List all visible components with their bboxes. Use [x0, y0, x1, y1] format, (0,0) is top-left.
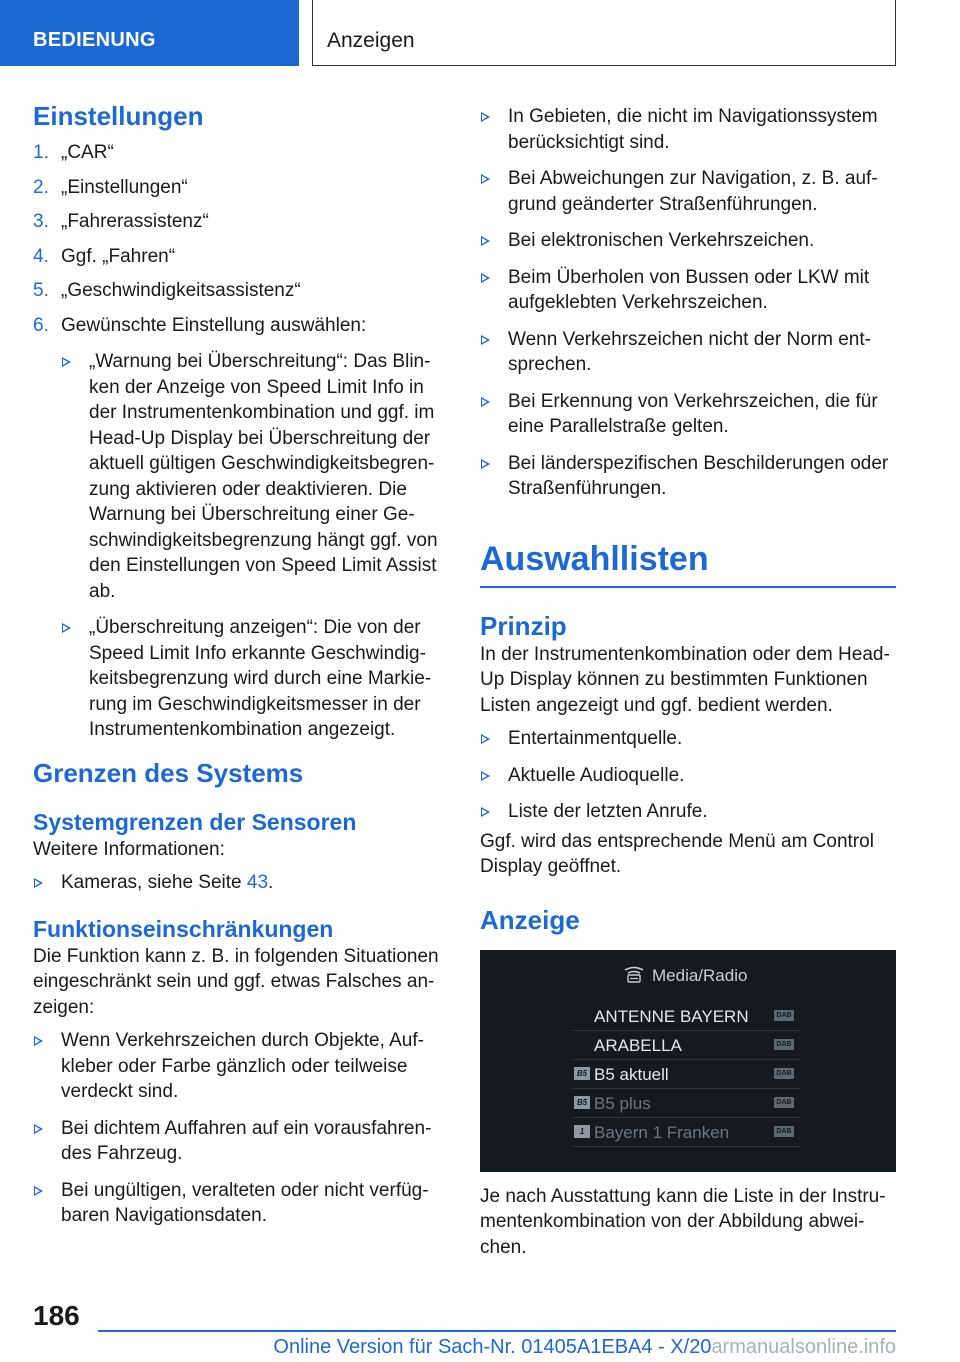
- triangle-bullet-icon: [481, 734, 490, 744]
- station-logo-icon: B5: [574, 1067, 590, 1080]
- list-item: In Gebieten, die nicht im Navigationssystem berücksichtigt sind.: [480, 104, 896, 155]
- station-logo-icon: 1: [574, 1125, 590, 1138]
- station-row: 1 Bayern 1 Franken DAB: [572, 1118, 800, 1147]
- section-tab: BEDIENUNG: [0, 0, 299, 66]
- heading-auswahllisten: Auswahllisten: [480, 539, 709, 578]
- heading-einstellungen: Einstellungen: [33, 101, 204, 131]
- list-item: 1. „CAR“: [33, 142, 114, 163]
- triangle-bullet-icon: [481, 771, 490, 781]
- list-item: 5. „Geschwindigkeitsassistenz“: [33, 280, 301, 301]
- list-item: Bei Abweichungen zur Navigation, z. B. aufgrund geänderter Straßenführungen.: [480, 166, 896, 217]
- heading-rule: [480, 586, 896, 588]
- triangle-bullet-icon: [34, 878, 43, 888]
- list-item: Bei dichtem Auffahren auf ein vorausfahrendes Fahrzeug.: [33, 1116, 445, 1167]
- list-item: 2. „Einstellungen“: [33, 176, 188, 198]
- triangle-bullet-icon: [481, 236, 490, 246]
- funktion-intro: Die Funktion kann z. B. in folgenden Situationen eingeschränkt sein und ggf. etwas Falsches anzeigen:: [33, 945, 439, 1018]
- sensoren-list: [33, 870, 445, 896]
- list-item: 6. Gewünschte Einstellung auswählen: „Warnung bei Überschreitung“: Das Blinken der Anzeige von Speed Limit Info in der Instrumentenkombination und ggf. im Head-Up Display bei Überschreitung der aktuell gültigen Geschwindigkeitsbegrenzung aktivieren oder deaktivieren. Die Warnung bei Überschreitung einer Geschwindigkeitsbegrenzung hängt ggf. von den Einstellungen von Speed Limit Assist ab. „Überschreitung anzeigen“: Die von der Speed Limit Info erkannte Geschwindigkeitsbegrenzung wird durch eine Markierung im Geschwindigkeitsmesser in der Instrumentenkombination angezeigt.: [33, 313, 445, 743]
- sensoren-intro: Weitere Informationen:: [33, 838, 225, 860]
- heading-prinzip: Prinzip: [480, 610, 567, 641]
- list-item: 3. „Fahrerassistenz“: [33, 211, 209, 232]
- triangle-bullet-icon: [481, 459, 490, 469]
- right-column: [480, 100, 896, 1260]
- triangle-bullet-icon: [481, 273, 490, 283]
- list-item: Bei länderspezifischen Beschilderungen oder Straßenführungen.: [480, 451, 896, 502]
- prinzip-outro: Ggf. wird das entsprechende Menü am Control Display geöffnet.: [480, 830, 874, 877]
- screen-title: Media/Radio: [652, 965, 748, 985]
- station-row: B5 B5 plus DAB: [572, 1089, 800, 1118]
- station-row: ANTENNE BAYERN DAB: [572, 1002, 800, 1031]
- heading-grenzen: Grenzen des Systems: [33, 757, 304, 788]
- heading-sensoren: Systemgrenzen der Sensoren: [33, 808, 357, 835]
- triangle-bullet-icon: [481, 807, 490, 817]
- list-item: Kameras, siehe Seite 43.: [33, 870, 445, 896]
- prinzip-list: [480, 726, 896, 825]
- triangle-bullet-icon: [481, 397, 490, 407]
- station-list: [572, 1002, 800, 1147]
- dab-badge: DAB: [774, 1126, 794, 1137]
- list-item: Liste der letzten Anrufe.: [480, 799, 896, 825]
- footer-rule: [98, 1330, 896, 1332]
- list-item: Wenn Verkehrszeichen durch Objekte, Aufkleber oder Farbe gänzlich oder teilweise verdeckt sind.: [33, 1028, 445, 1105]
- station-row: B5 B5 aktuell DAB: [572, 1060, 800, 1089]
- dab-badge: DAB: [774, 1010, 794, 1021]
- list-item: „Warnung bei Überschreitung“: Das Blinken der Anzeige von Speed Limit Info in der Instrumentenkombination und ggf. im Head-Up Display bei Überschreitung der aktuell gültigen Geschwindigkeitsbegrenzung aktivieren oder deaktivieren. Die Warnung bei Überschreitung einer Geschwindigkeitsbegrenzung hängt ggf. von den Einstellungen von Speed Limit Assist ab.: [61, 349, 445, 604]
- dab-badge: DAB: [774, 1097, 794, 1108]
- heading-anzeige: Anzeige: [480, 904, 580, 935]
- dab-badge: DAB: [774, 1039, 794, 1050]
- page-header: [0, 0, 960, 66]
- settings-steps: [33, 140, 445, 743]
- triangle-bullet-icon: [62, 357, 71, 367]
- triangle-bullet-icon: [481, 174, 490, 184]
- triangle-bullet-icon: [34, 1124, 43, 1134]
- dab-badge: DAB: [774, 1068, 794, 1079]
- media-radio-screenshot: [480, 950, 896, 1172]
- situations-list: [480, 104, 896, 502]
- list-item: Entertainmentquelle.: [480, 726, 896, 752]
- triangle-bullet-icon: [481, 112, 490, 122]
- list-item: Beim Überholen von Bussen oder LKW mit aufgeklebten Verkehrszeichen.: [480, 265, 896, 316]
- image-caption: Je nach Ausstattung kann die Liste in der Instrumentenkombination von der Abbildung abweichen.: [480, 1185, 886, 1258]
- footer-text: Online Version für Sach-Nr. 01405A1EBA4 - X/20armanualsonline.info: [273, 1336, 896, 1358]
- station-logo-icon: B5: [574, 1096, 590, 1109]
- watermark: armanualsonline.info: [711, 1336, 896, 1358]
- station-row: ARABELLA DAB: [572, 1031, 800, 1060]
- page-link[interactable]: 43: [246, 872, 269, 893]
- media-icon: [622, 966, 646, 984]
- list-item: Bei ungültigen, veralteten oder nicht verfügbaren Navigationsdaten.: [33, 1178, 445, 1229]
- funktion-list: [33, 1028, 445, 1229]
- left-column: [33, 100, 445, 1240]
- triangle-bullet-icon: [34, 1036, 43, 1046]
- triangle-bullet-icon: [481, 335, 490, 345]
- page-number: 186: [33, 1300, 80, 1331]
- heading-funktion: Funktionseinschränkungen: [33, 915, 334, 942]
- list-item: Aktuelle Audioquelle.: [480, 763, 896, 789]
- list-item: 4. Ggf. „Fahren“: [33, 245, 176, 267]
- list-item: Wenn Verkehrszeichen nicht der Norm entsprechen.: [480, 327, 896, 378]
- chapter-title: Anzeigen: [312, 0, 896, 66]
- prinzip-intro: In der Instrumentenkombination oder dem Head-Up Display können zu bestimmten Funktionen Listen angezeigt und ggf. bedient werden.: [480, 643, 890, 716]
- triangle-bullet-icon: [34, 1186, 43, 1196]
- list-item: „Überschreitung anzeigen“: Die von der Speed Limit Info erkannte Geschwindigkeitsbegrenzung wird durch eine Markierung im Geschwindigkeitsmesser in der Instrumentenkombination angezeigt.: [61, 615, 445, 743]
- triangle-bullet-icon: [62, 623, 71, 633]
- settings-options: [61, 349, 445, 743]
- list-item: Bei elektronischen Verkehrszeichen.: [480, 228, 896, 254]
- list-item: Bei Erkennung von Verkehrszeichen, die für eine Parallelstraße gelten.: [480, 389, 896, 440]
